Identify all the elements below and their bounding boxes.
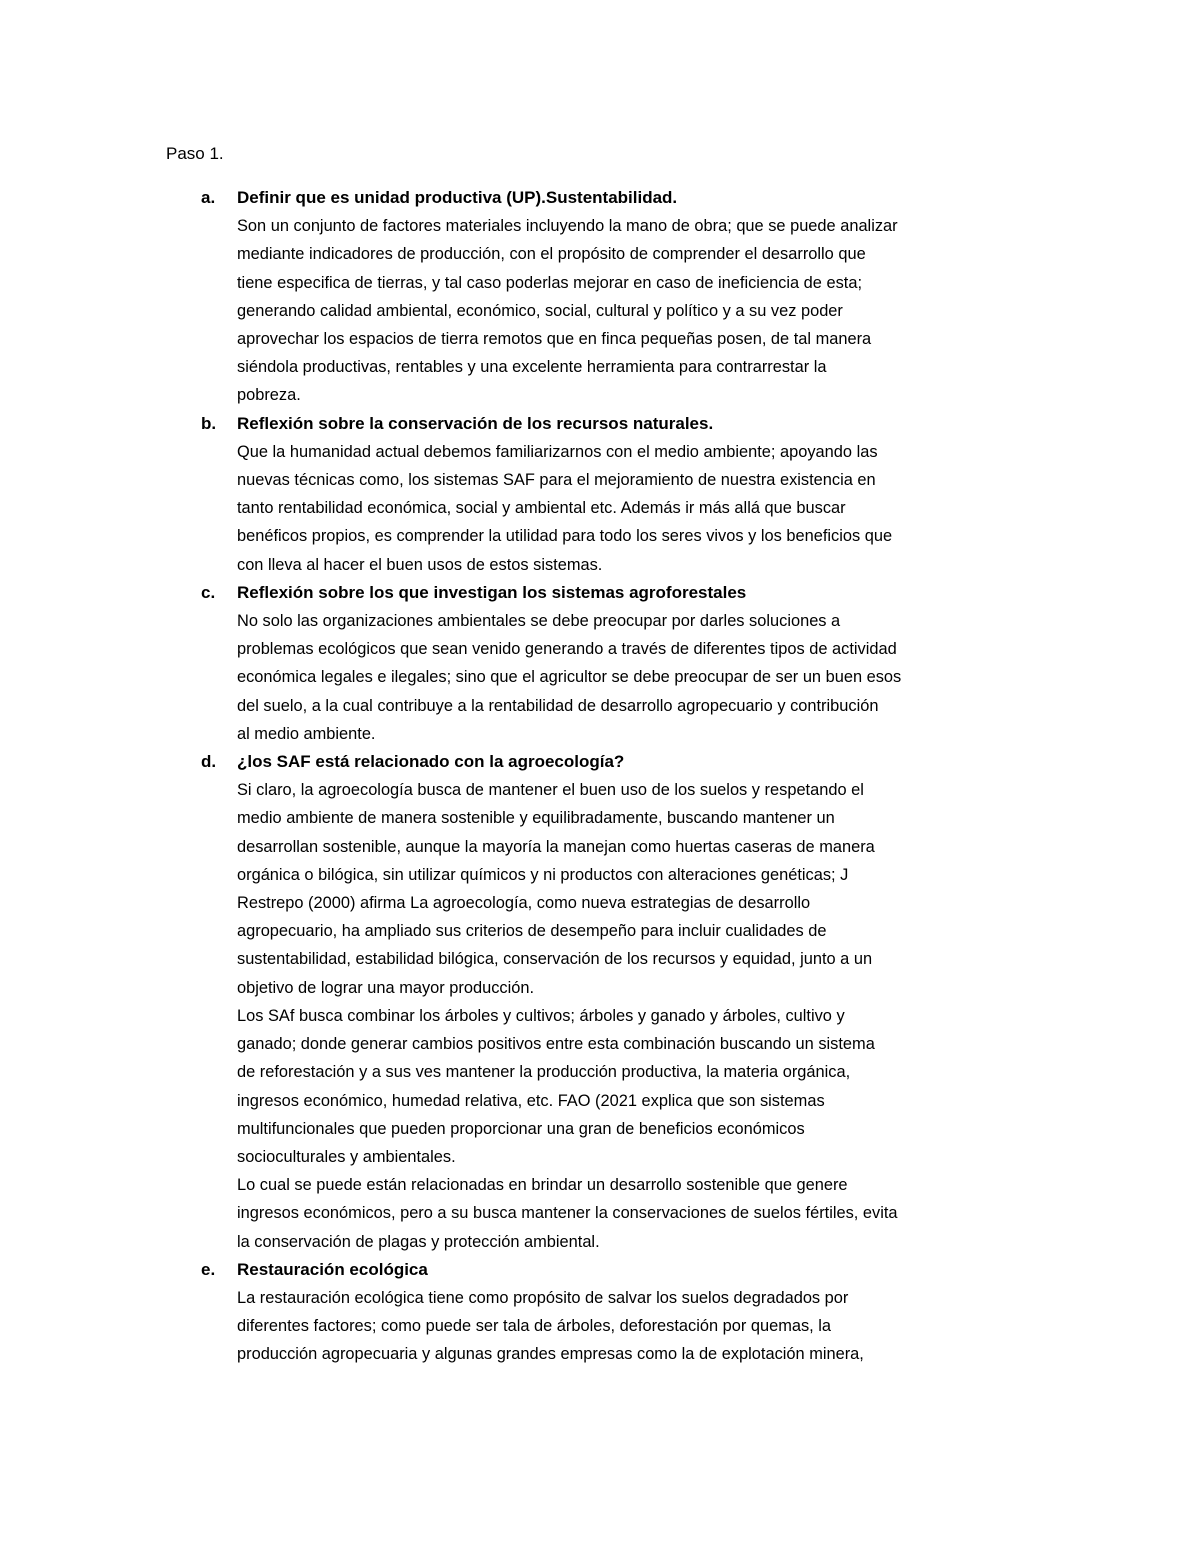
text-line: Restrepo (2000) afirma La agroecología, como nueva estrategias de desarrollo [237,894,811,913]
section-paragraph [237,776,1037,1002]
text-line: No solo las organizaciones ambientales se debe preocupar por darles soluciones a [237,612,841,631]
text-line: aprovechar los espacios de tierra remotos que en finca pequeñas posen, de tal manera [237,330,872,349]
section-paragraph [237,607,1037,748]
section-item [0,1256,1200,1369]
text-line: Lo cual se puede están relacionadas en brindar un desarrollo sostenible que genere [237,1176,848,1195]
text-line: desarrollan sostenible, aunque la mayoría la manejan como huertas caseras de manera [237,837,875,856]
section-item [0,184,1200,410]
text-line: del suelo, a la cual contribuye a la rentabilidad de desarrollo agropecuario y contribución [237,696,879,715]
section-marker: b. [201,413,217,433]
text-line: económica legales e ilegales; sino que el agricultor se debe preocupar de ser un buen esos [237,668,902,687]
text-line: multifuncionales que pueden proporcionar una gran de beneficios económicos [237,1119,805,1138]
section-title: Restauración ecológica [237,1259,428,1279]
text-line: La restauración ecológica tiene como propósito de salvar los suelos degradados por [237,1288,849,1307]
section-paragraph [237,1002,1037,1171]
section-paragraph [237,1284,1037,1369]
section-title: Reflexión sobre la conservación de los recursos naturales. [237,413,714,433]
text-line: objetivo de lograr una mayor producción. [237,978,535,997]
text-line: la conservación de plagas y protección ambiental. [237,1232,600,1251]
text-line: benéficos propios, es comprender la utilidad para todo los seres vivos y los beneficios que [237,527,893,546]
text-line: tiene especifica de tierras, y tal caso poderlas mejorar en caso de ineficiencia de esta; [237,273,863,292]
text-line: socioculturales y ambientales. [237,1147,456,1166]
page-heading: Paso 1. [166,144,224,163]
text-line: tanto rentabilidad económica, social y ambiental etc. Además ir más allá que buscar [237,499,846,518]
text-line: orgánica o bilógica, sin utilizar químicos y ni productos con alteraciones genéticas; J [237,865,849,884]
section-paragraph [237,1171,1037,1256]
section-title: ¿los SAF está relacionado con la agroecología? [237,752,625,772]
text-line: al medio ambiente. [237,724,376,743]
text-line: mediante indicadores de producción, con el propósito de comprender el desarrollo que [237,245,866,264]
section-paragraph [237,212,1037,409]
text-line: ingresos económicos, pero a su busca mantener la conservaciones de suelos fértiles, evita [237,1204,898,1223]
text-line: Son un conjunto de factores materiales incluyendo la mano de obra; que se puede analizar [237,217,898,236]
text-line: Que la humanidad actual debemos familiarizarnos con el medio ambiente; apoyando las [237,442,878,461]
section-marker: e. [201,1259,216,1279]
text-line: siéndola productivas, rentables y una excelente herramienta para contrarrestar la [237,358,827,377]
text-line: Si claro, la agroecología busca de mantener el buen uso de los suelos y respetando el [237,781,864,800]
section-list [0,184,1200,1369]
section-marker: c. [201,582,216,602]
text-line: agropecuario, ha ampliado sus criterios de desempeño para incluir cualidades de [237,922,827,941]
section-title: Reflexión sobre los que investigan los sistemas agroforestales [237,582,747,602]
text-line: generando calidad ambiental, económico, social, cultural y político y a su vez poder [237,301,843,320]
section-marker: a. [201,188,216,207]
section-item [0,748,1200,1256]
text-line: sustentabilidad, estabilidad bilógica, conservación de los recursos y equidad, junto a un [237,950,873,969]
section-paragraph [237,438,1037,579]
text-line: pobreza. [237,386,301,405]
text-line: ingresos económico, humedad relativa, etc. FAO (2021 explica que son sistemas [237,1091,825,1110]
section-item [0,410,1200,579]
text-line: nuevas técnicas como, los sistemas SAF para el mejoramiento de nuestra existencia en [237,471,876,490]
section-marker: d. [201,752,217,772]
text-line: con lleva al hacer el buen usos de estos sistemas. [237,555,603,574]
text-line: producción agropecuaria y algunas grandes empresas como la de explotación minera, [237,1345,864,1364]
section-title: Definir que es unidad productiva (UP).Sustentabilidad. [237,188,678,207]
text-line: diferentes factores; como puede ser tala de árboles, deforestación por quemas, la [237,1317,832,1336]
text-line: Los SAf busca combinar los árboles y cultivos; árboles y ganado y árboles, cultivo y [237,1006,845,1025]
text-line: medio ambiente de manera sostenible y equilibradamente, buscando mantener un [237,809,835,828]
text-line: ganado; donde generar cambios positivos entre esta combinación buscando un sistema [237,1035,875,1054]
section-item [0,579,1200,748]
text-line: problemas ecológicos que sean venido generando a través de diferentes tipos de actividad [237,640,897,659]
text-line: de reforestación y a sus ves mantener la producción productiva, la materia orgánica, [237,1063,851,1082]
